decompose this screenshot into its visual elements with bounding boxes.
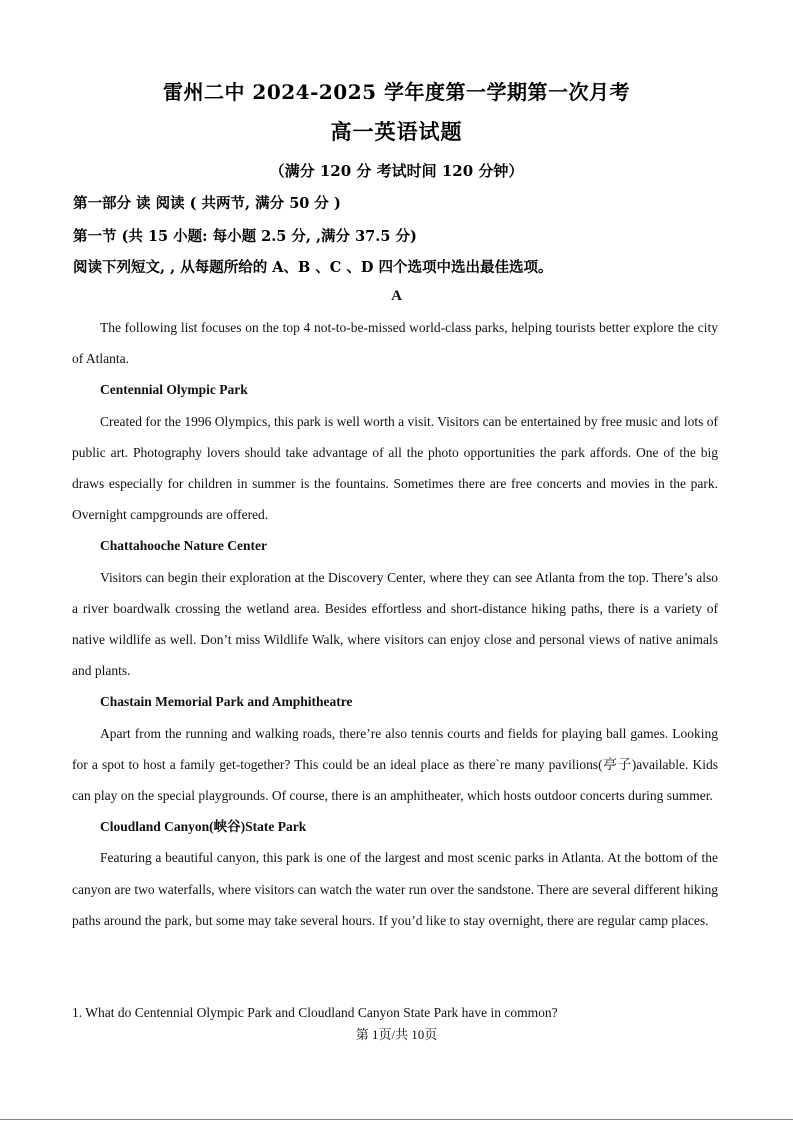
exam-score-note: （满分 120 分 考试时间 120 分钟） [269, 162, 524, 180]
passage-a [72, 312, 718, 936]
exam-subtitle: 高一英语试题 [330, 119, 463, 144]
park-description: Featuring a beautiful canyon, this park is one of the largest and most scenic parks in Atlanta. At the bottom of the canyon are two waterfalls, where visitors can watch the water run over the sandstone. There are several different hiking paths around the park, but some may take several hours. If you’d like to stay overnight, there are regular camp places. [72, 850, 718, 928]
park-description: Visitors can begin their exploration at the Discovery Center, where they can see Atlanta from the top. There’s also a river boardwalk crossing the wetland area. Besides effortless and short-distance hiking paths, there is a variety of native wildlife as well. Don’t miss Wildlife Walk, where visitors can enjoy close and personal views of native animals and plants. [72, 569, 718, 679]
question-1: 1. What do Centennial Olympic Park and Cloudland Canyon State Park have in common? [72, 1005, 558, 1020]
park-heading: Centennial Olympic Park [100, 382, 248, 398]
passage-intro: The following list focuses on the top 4 not-to-be-missed world-class parks, helping tourists better explore the city of Atlanta. [72, 320, 718, 367]
directions: 阅读下列短文, , 从每题所给的 A、B 、C 、D 四个选项中选出最佳选项。 [73, 259, 553, 276]
park-heading: Cloudland Canyon(峡谷)State Park [100, 819, 307, 835]
page-bottom-divider [0, 1119, 793, 1120]
park-description: Apart from the running and walking roads, there’re also tennis courts and fields for playing ball games. Looking for a spot to host a family get-together? This could be an ideal place as there`re many pavilions(亭子)available. Kids can play on the special playgrounds. Of course, there is an amphitheater, which hosts outdoor concerts during summer. [72, 725, 718, 804]
exam-title: 雷州二中 2024-2025 学年度第一学期第一次月考 [162, 80, 631, 104]
section-heading: 第一节 (共 15 小题: 每小题 2.5 分, ,满分 37.5 分) [73, 228, 417, 245]
part-heading: 第一部分 读 阅读 ( 共两节, 满分 50 分 ) [73, 195, 341, 212]
page-number: 第 1页/共 10页 [355, 1027, 438, 1042]
park-heading: Chastain Memorial Park and Amphitheatre [100, 694, 353, 710]
passage-label: A [391, 288, 402, 304]
park-description: Created for the 1996 Olympics, this park is well worth a visit. Visitors can be entertained by free music and lots of public art. Photography lovers should take advantage of all the photo opportunities the park affords. One of the big draws especially for children in summer is the fountains. Sometimes there are free concerts and movies in the park. Overnight campgrounds are offered. [72, 413, 718, 523]
park-heading: Chattahooche Nature Center [100, 538, 267, 554]
